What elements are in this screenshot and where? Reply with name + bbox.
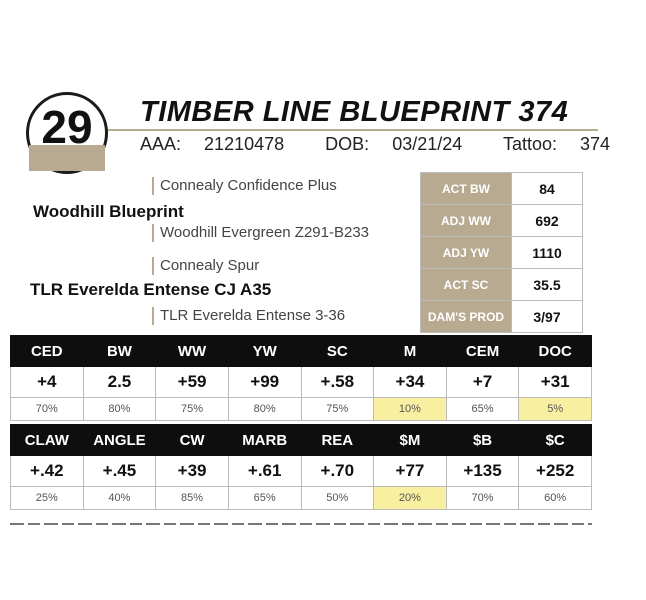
- epd-header-row: [11, 425, 592, 456]
- epd-percentile: 60%: [519, 487, 592, 510]
- title-divider: [108, 129, 598, 131]
- stat-label: ADJ WW: [421, 205, 512, 237]
- stat-label: DAM'S PROD: [421, 301, 512, 333]
- epd-header-row: [11, 336, 592, 367]
- epd-value: +31: [519, 367, 592, 398]
- aaa-number: 21210478: [204, 134, 285, 154]
- epd-header: CEM: [446, 336, 519, 367]
- epd-percentile: 70%: [11, 398, 84, 421]
- stat-row: [421, 205, 583, 237]
- stat-row: [421, 173, 583, 205]
- epd-value: +252: [519, 456, 592, 487]
- epd-header: DOC: [519, 336, 592, 367]
- stat-value: 692: [512, 205, 583, 237]
- epd-value: +77: [374, 456, 447, 487]
- epd-header: $C: [519, 425, 592, 456]
- epd-percentile: 50%: [301, 487, 374, 510]
- pedigree-sire-sire: Connealy Confidence Plus: [152, 177, 337, 195]
- pedigree-dam: TLR Everelda Entense CJ A35: [30, 280, 272, 299]
- tattoo-label: Tattoo:: [502, 134, 557, 154]
- epd-percentile-row: [11, 487, 592, 510]
- epd-value: +.70: [301, 456, 374, 487]
- epd-value: +.42: [11, 456, 84, 487]
- stat-row: [421, 269, 583, 301]
- lot-number-badge: [26, 92, 108, 174]
- registration-line: [140, 134, 646, 155]
- stat-value: 35.5: [512, 269, 583, 301]
- epd-header: ANGLE: [83, 425, 156, 456]
- epd-value: +4: [11, 367, 84, 398]
- stat-label: ACT BW: [421, 173, 512, 205]
- epd-percentile: 70%: [446, 487, 519, 510]
- lot-number: 29: [41, 101, 93, 153]
- epd-percentile: 80%: [83, 398, 156, 421]
- epd-header: BW: [83, 336, 156, 367]
- epd-header: CW: [156, 425, 229, 456]
- epd-value: +7: [446, 367, 519, 398]
- pedigree-dam-sire: Connealy Spur: [152, 257, 259, 275]
- epd-percentile-highlighted: 10%: [374, 398, 447, 421]
- epd-value: +.61: [228, 456, 301, 487]
- epd-percentile: 25%: [11, 487, 84, 510]
- epd-percentile-highlighted: 20%: [374, 487, 447, 510]
- stat-row: [421, 301, 583, 333]
- epd-header: $B: [446, 425, 519, 456]
- epd-value: +.58: [301, 367, 374, 398]
- pedigree-sire: Woodhill Blueprint: [33, 202, 184, 221]
- epd-header: $M: [374, 425, 447, 456]
- epd-header: YW: [228, 336, 301, 367]
- epd-percentile: 85%: [156, 487, 229, 510]
- epd-percentile: 80%: [228, 398, 301, 421]
- epd-value-row: [11, 367, 592, 398]
- epd-value: 2.5: [83, 367, 156, 398]
- epd-value: +39: [156, 456, 229, 487]
- tattoo-value: 374: [580, 134, 611, 154]
- pedigree-sire-dam: Woodhill Evergreen Z291-B233: [152, 224, 369, 242]
- stat-value: 1110: [512, 237, 583, 269]
- epd-table-1: [10, 335, 592, 421]
- epd-value: +34: [374, 367, 447, 398]
- cropped-footnote-text: [10, 520, 592, 528]
- dob-label: DOB:: [325, 134, 370, 154]
- epd-value: +.45: [83, 456, 156, 487]
- epd-percentile-highlighted: 5%: [519, 398, 592, 421]
- epd-header: MARB: [228, 425, 301, 456]
- epd-percentile: 65%: [446, 398, 519, 421]
- epd-header: M: [374, 336, 447, 367]
- performance-stats-table: [420, 172, 583, 333]
- epd-value: +99: [228, 367, 301, 398]
- epd-value-row: [11, 456, 592, 487]
- epd-header: WW: [156, 336, 229, 367]
- stat-value: 3/97: [512, 301, 583, 333]
- epd-header: REA: [301, 425, 374, 456]
- epd-percentile-row: [11, 398, 592, 421]
- stat-row: [421, 237, 583, 269]
- dob-value: 03/21/24: [392, 134, 463, 154]
- epd-header: CLAW: [11, 425, 84, 456]
- epd-percentile: 75%: [301, 398, 374, 421]
- epd-header: CED: [11, 336, 84, 367]
- epd-header: SC: [301, 336, 374, 367]
- stat-value: 84: [512, 173, 583, 205]
- animal-name: TIMBER LINE BLUEPRINT 374: [140, 96, 569, 128]
- epd-percentile: 75%: [156, 398, 229, 421]
- aaa-label: AAA:: [140, 134, 182, 154]
- stat-label: ACT SC: [421, 269, 512, 301]
- stat-label: ADJ YW: [421, 237, 512, 269]
- pedigree-dam-dam: TLR Everelda Entense 3-36: [152, 307, 345, 325]
- epd-value: +59: [156, 367, 229, 398]
- epd-percentile: 65%: [228, 487, 301, 510]
- epd-table-2: [10, 424, 592, 510]
- epd-value: +135: [446, 456, 519, 487]
- epd-percentile: 40%: [83, 487, 156, 510]
